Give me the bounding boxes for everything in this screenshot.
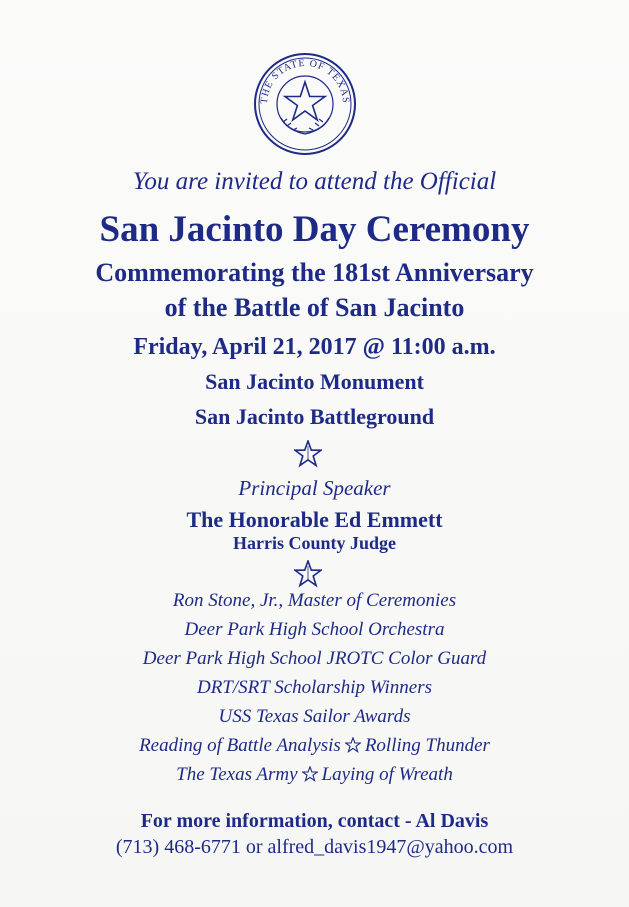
speaker-name: The Honorable Ed Emmett: [186, 507, 443, 532]
subtitle-line-1: Commemorating the 181st Anniversary: [95, 258, 534, 287]
program-item: DRT/SRT Scholarship Winners: [196, 677, 433, 698]
program-item: USS Texas Sailor Awards: [218, 706, 411, 727]
program-item: Deer Park High School Orchestra: [184, 619, 445, 640]
star-divider-icon: [294, 560, 322, 588]
program-item: Ron Stone, Jr., Master of Ceremonies: [172, 590, 457, 611]
program-item: Reading of Battle Analysis Rolling Thunder: [139, 735, 490, 756]
subtitle-line-2: of the Battle of San Jacinto: [164, 293, 465, 322]
event-title: San Jacinto Day Ceremony: [99, 209, 530, 250]
program-item: Deer Park High School JROTC Color Guard: [142, 648, 487, 669]
speaker-position: Harris County Judge: [232, 533, 396, 553]
contact-line: For more information, contact - Al Davis: [140, 810, 489, 832]
seal-text: THE STATE OF TEXAS: [258, 57, 352, 105]
venue-line-1: San Jacinto Monument: [205, 369, 424, 394]
venue-line-2: San Jacinto Battleground: [194, 404, 435, 429]
event-datetime: Friday, April 21, 2017 @ 11:00 a.m.: [133, 334, 496, 360]
star-separator-icon: [302, 766, 318, 782]
texas-seal-icon: [253, 52, 357, 156]
invitation-line: You are invited to attend the Official: [132, 168, 497, 195]
star-separator-icon: [345, 737, 361, 753]
speaker-label: Principal Speaker: [238, 476, 391, 500]
star-divider-icon: [294, 440, 322, 468]
program-item: The Texas Army Laying of Wreath: [176, 764, 453, 785]
contact-details: (713) 468-6771 or alfred_davis1947@yahoo.com: [115, 836, 514, 858]
